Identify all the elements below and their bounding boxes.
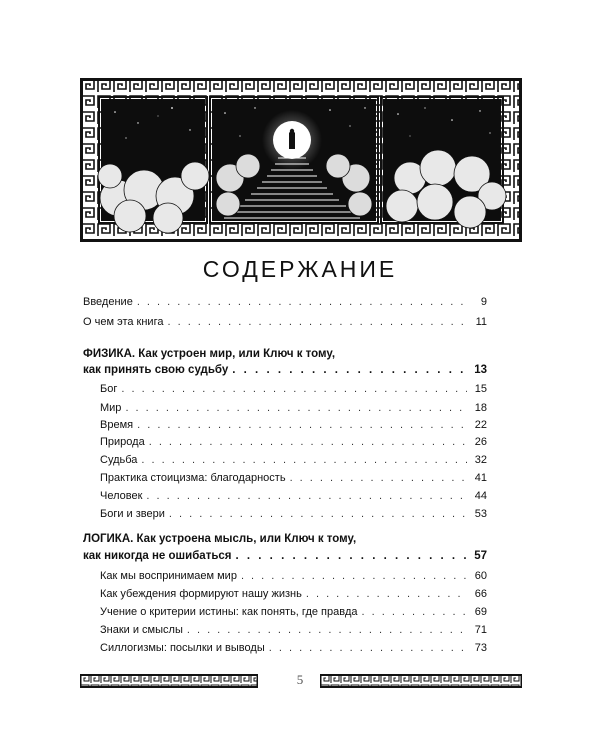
toc-entry-page: 18	[474, 402, 487, 414]
toc-entry[interactable]	[100, 419, 487, 431]
toc-entry-label: Бог	[100, 383, 118, 395]
toc-entry-page: 32	[474, 454, 487, 466]
part-page: 57	[474, 550, 487, 562]
toc-entry-label: О чем эта книга	[83, 316, 164, 328]
toc-entry[interactable]	[100, 490, 487, 502]
toc-entry[interactable]	[100, 472, 487, 484]
dot-leader	[169, 508, 467, 520]
toc-entry-label: Мир	[100, 402, 122, 414]
dot-leader	[361, 606, 467, 618]
toc-entry[interactable]	[100, 606, 487, 618]
toc-entry[interactable]	[100, 402, 487, 414]
toc-entry-label: Как убеждения формируют нашу жизнь	[100, 588, 302, 600]
toc-entry-page: 71	[474, 624, 487, 636]
page-number: 5	[296, 672, 304, 687]
dot-leader	[232, 364, 467, 376]
toc-entry-page: 44	[474, 490, 487, 502]
dot-leader	[306, 588, 467, 600]
toc-entry-label: Как мы воспринимаем мир	[100, 570, 237, 582]
dot-leader	[146, 490, 467, 502]
part-page: 13	[474, 364, 487, 376]
dot-leader	[187, 624, 467, 636]
toc-entry-page: 26	[474, 436, 487, 448]
toc-entry-page: 41	[474, 472, 487, 484]
toc-entry-page: 60	[474, 570, 487, 582]
toc-entry-label: Практика стоицизма: благодарность	[100, 472, 286, 484]
toc-entry[interactable]	[100, 508, 487, 520]
toc-entry-page: 15	[474, 383, 487, 395]
toc-entry-label: Учение о критерии истины: как понять, где правда	[100, 606, 358, 618]
dot-leader	[121, 383, 467, 395]
dot-leader	[137, 296, 467, 308]
part-entry[interactable]	[83, 364, 487, 376]
dot-leader	[241, 570, 467, 582]
dot-leader	[137, 419, 467, 431]
toc-entry[interactable]	[100, 436, 487, 448]
dot-leader	[269, 642, 467, 654]
toc-entry-label: Введение	[83, 296, 133, 308]
dot-leader	[125, 402, 467, 414]
dot-leader	[290, 472, 467, 484]
part-title-continuation: как принять свою судьбу	[83, 364, 229, 376]
footer-ornament-right	[320, 674, 522, 688]
toc-entry-label: Боги и звери	[100, 508, 165, 520]
part-title: ЛОГИКА. Как устроена мысль, или Ключ к тому,	[83, 533, 357, 545]
toc-entry[interactable]	[100, 570, 487, 582]
toc-entry[interactable]	[83, 316, 487, 328]
toc-entry-label: Время	[100, 419, 134, 431]
toc-entry-page: 69	[474, 606, 487, 618]
toc-entry-label: Судьба	[100, 454, 138, 466]
toc-entry[interactable]	[100, 454, 487, 466]
dot-leader	[167, 316, 467, 328]
toc-entry-label: Природа	[100, 436, 145, 448]
toc-entry-page: 66	[474, 588, 487, 600]
toc-entry[interactable]	[83, 296, 487, 308]
toc-entry[interactable]	[100, 624, 487, 636]
toc-entry[interactable]	[100, 642, 487, 654]
toc-title: СОДЕРЖАНИЕ	[202, 256, 398, 282]
toc-entry-label: Силлогизмы: посылки и выводы	[100, 642, 265, 654]
toc-entry-label: Знаки и смыслы	[100, 624, 183, 636]
toc-entry-page: 73	[474, 642, 487, 654]
toc-entry[interactable]	[100, 383, 487, 395]
toc-entry-page: 9	[480, 296, 487, 308]
toc-entry[interactable]	[100, 588, 487, 600]
header-illustration	[80, 78, 522, 242]
dot-leader	[141, 454, 467, 466]
toc-entry-page: 53	[474, 508, 487, 520]
part-title: ФИЗИКА. Как устроен мир, или Ключ к тому,	[83, 348, 336, 360]
toc-entry-label: Человек	[100, 490, 143, 502]
dot-leader	[149, 436, 467, 448]
part-entry[interactable]	[83, 550, 487, 562]
dot-leader	[236, 550, 467, 562]
toc-entry-page: 22	[474, 419, 487, 431]
toc-entry-page: 11	[475, 316, 487, 328]
part-title-continuation: как никогда не ошибаться	[83, 550, 232, 562]
